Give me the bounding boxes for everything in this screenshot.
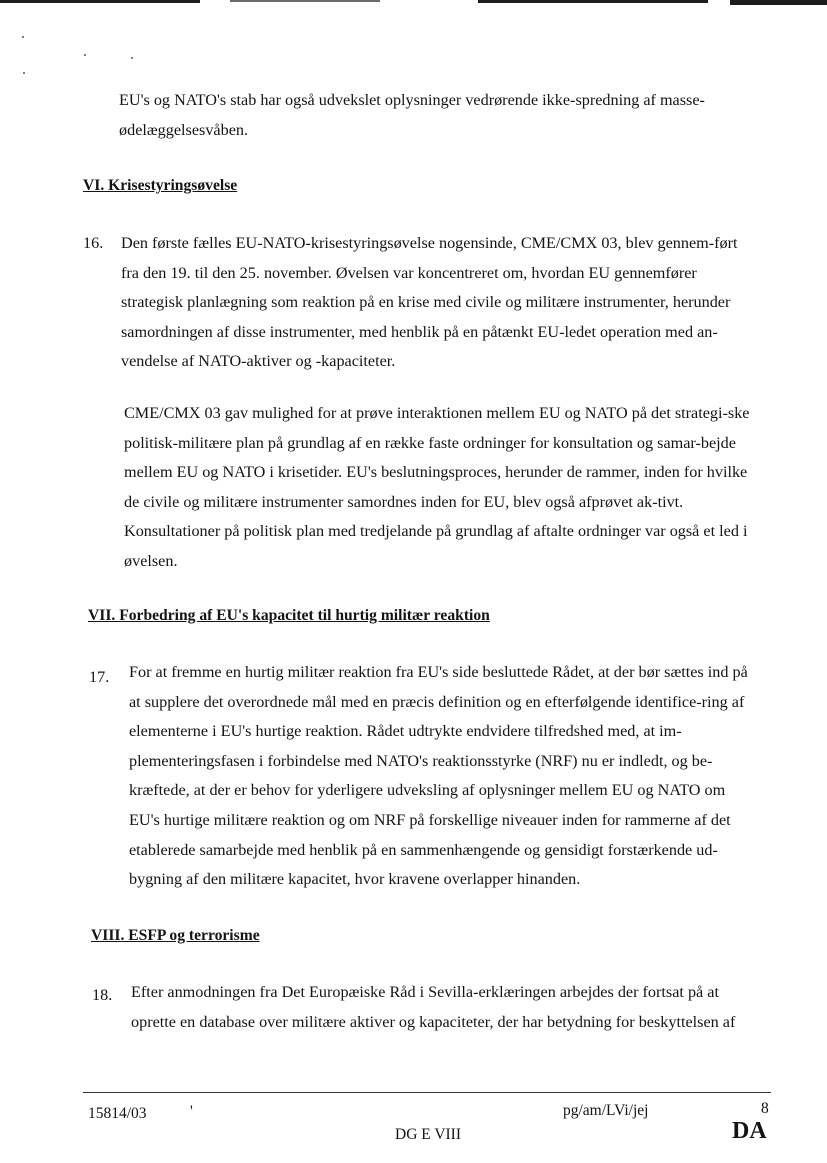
section-heading-vi: VI. Krisestyringsøvelse [83, 177, 238, 194]
footer-mark: ' [190, 1103, 193, 1120]
item-16-paragraph-2: CME/CMX 03 gav mulighed for at prøve interaktionen mellem EU og NATO på det strategi-ske politisk-militære plan på grundlag af en række faste ordninger for konsultation og samar-bejde mellem EU og NATO i krisetider. EU's beslutningsproces, herunder de rammer, inden for hvilke de civile og militære instrumenter samordnes inden for EU, blev også afprøvet ak-tivt. Konsultationer på politisk plan med tredjelande på grundlag af aftalte ordninger var også et led i øvelsen. [124, 404, 750, 570]
item-17-paragraph-1: For at fremme en hurtig militær reaktion fra EU's side besluttede Rådet, at der bør sættes ind på at supplere det overordnede mål med en præcis definition og en efterfølgende identifice-ring af elementerne i EU's hurtige reaktion. Rådet udtrykte endvidere tilfredshed med, at im-plementeringsfasen i forbindelse med NATO's reaktionsstyrke (NRF) nu er indledt, og be-kræftede, at der er behov for yderligere udveksling af oplysninger mellem EU og NATO om EU's hurtige militære reaktion og om NRF på forskellige niveauer inden for rammerne af det etablerede samarbejde med henblik på en sammenhængende og gensidigt forstærkende ud-bygning af den militære kapacitet, hvor kravene overlapper hinanden. [129, 663, 748, 889]
intro-paragraph: EU's og NATO's stab har også udvekslet oplysninger vedrørende ikke-spredning af masse-ødelæggelsesvåben. [119, 91, 705, 139]
item-18-paragraph-1: Efter anmodningen fra Det Europæiske Råd i Sevilla-erklæringen arbejdes der fortsat på at oprette en database over militære aktiver og kapaciteter, der har betydning for beskyttelsen af [131, 983, 736, 1031]
footer-directorate: DG E VIII [395, 1126, 462, 1143]
footer-language-code: DA [732, 1118, 767, 1144]
section-heading-viii: VIII. ESFP og terrorisme [91, 927, 260, 944]
footer-doc-number: 15814/03 [88, 1105, 147, 1122]
footer-initials: pg/am/LVi/jej [563, 1102, 649, 1119]
section-heading-vii: VII. Forbedring af EU's kapacitet til hurtig militær reaktion [88, 607, 490, 624]
item-number-18: 18. [92, 986, 113, 1004]
item-16-paragraph-1: Den første fælles EU-NATO-krisestyringsøvelse nogensinde, CME/CMX 03, blev gennem-ført fra den 19. til den 25. november. Øvelsen var koncentreret om, hvordan EU gennemfører strategisk planlægning som reaktion på en krise med civile og militære instrumenter, herunder samordningen af disse instrumenter, med henblik på en påtænkt EU-ledet operation med an-vendelse af NATO-aktiver og -kapaciteter. [121, 234, 738, 371]
item-number-16: 16. [83, 234, 104, 252]
item-number-17: 17. [89, 668, 110, 686]
footer-page-number: 8 [761, 1100, 769, 1117]
footer-rule [83, 1092, 771, 1093]
